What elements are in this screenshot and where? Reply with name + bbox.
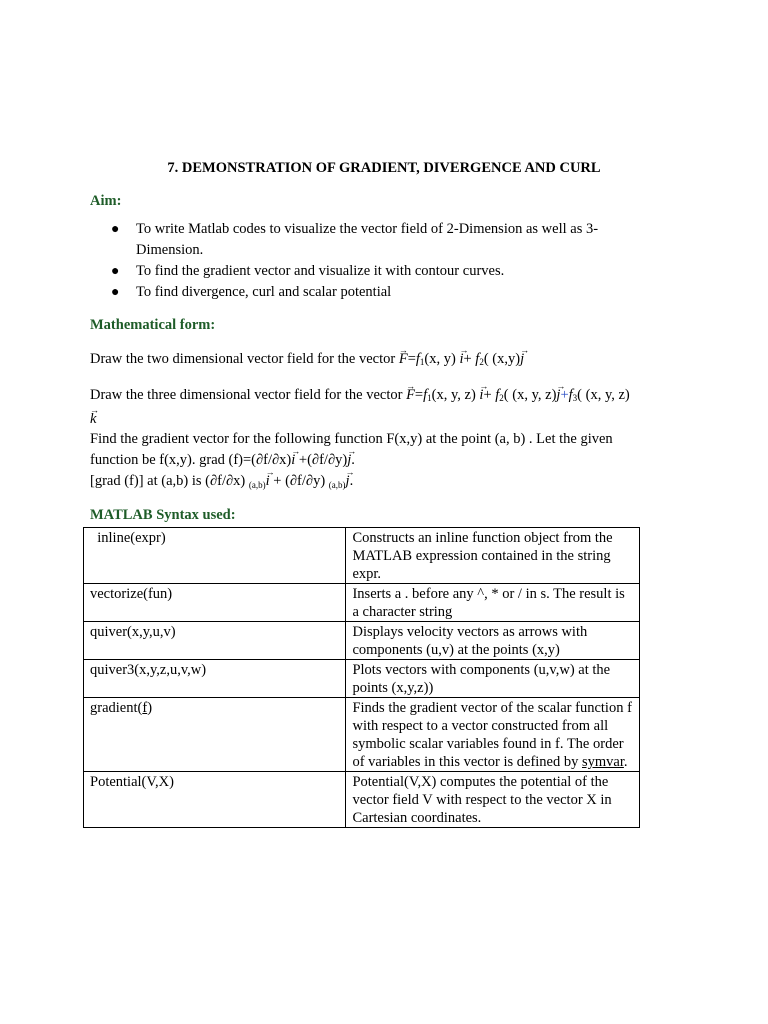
syntax-cell: inline(expr) bbox=[84, 528, 346, 584]
math-form-heading: Mathematical form: bbox=[90, 317, 216, 333]
bullet-icon: ● bbox=[111, 285, 120, 300]
symvar-link[interactable]: symvar bbox=[582, 754, 624, 770]
syntax-cell: gradient(f) bbox=[84, 698, 346, 772]
table-row bbox=[84, 660, 640, 698]
syntax-cell: Potential(V,X) bbox=[84, 772, 346, 828]
syntax-cell: vectorize(fun) bbox=[84, 584, 346, 622]
page-title: 7. DEMONSTRATION OF GRADIENT, DIVERGENCE AND CURL bbox=[167, 160, 601, 176]
aim-heading: Aim: bbox=[90, 193, 122, 209]
unit-vector-k: → k bbox=[90, 409, 96, 430]
syntax-cell: quiver3(x,y,z,u,v,w) bbox=[84, 660, 346, 698]
vector-F: → F bbox=[399, 349, 408, 370]
unit-vector-j: → j bbox=[520, 349, 524, 370]
aim-list bbox=[90, 219, 630, 303]
bullet-icon: ● bbox=[111, 222, 120, 237]
matlab-syntax-heading: MATLAB Syntax used: bbox=[90, 507, 236, 523]
syntax-cell: quiver(x,y,u,v) bbox=[84, 622, 346, 660]
matlab-syntax-table bbox=[83, 527, 640, 828]
list-item: ● To find the gradient vector and visualize it with contour curves. bbox=[90, 261, 630, 282]
description-cell: Constructs an inline function object from the MATLAB expression contained in the string expr. bbox=[346, 528, 640, 584]
description-cell: Displays velocity vectors as arrows with components (u,v) at the points (x,y) bbox=[346, 622, 640, 660]
table-row bbox=[84, 622, 640, 660]
two-dim-vector-line: Draw the two dimensional vector field for the vector → $F=f_1(x$, $y) \to i+ f_2$( (x,y)→ j bbox=[90, 349, 524, 373]
description-cell: Plots vectors with components (u,v,w) at the points (x,y,z)) bbox=[346, 660, 640, 698]
list-item: ● To find divergence, curl and scalar potential bbox=[90, 282, 630, 303]
description-cell: Finds the gradient vector of the scalar function f with respect to a vector constructed from all symbolic scalar variables found in f. The order of variables in this vector is defined by symvar. bbox=[346, 698, 640, 772]
table-row bbox=[84, 772, 640, 828]
unit-vector-i: → i bbox=[459, 349, 463, 370]
bullet-icon: ● bbox=[111, 264, 120, 279]
table-row bbox=[84, 584, 640, 622]
list-item: ● To write Matlab codes to visualize the vector field of 2-Dimension as well as 3-Dimension. bbox=[111, 221, 599, 258]
description-cell: Inserts a . before any ^, * or / in s. The result is a character string bbox=[346, 584, 640, 622]
table-row bbox=[84, 698, 640, 772]
gradient-description: Find the gradient vector for the following function F(x,y) at the point (a, b) . Let the given function be f(x,y). grad (f)=(∂f/∂x)→ i +(∂f/∂y)→ j. [grad (f)] at (a,b) is (∂f/∂x) $_{(a,b)}$→ i + (∂f/∂y) $_{(a,b)}$→ j. bbox=[90, 429, 690, 496]
description-cell: Potential(V,X) computes the potential of the vector field V with respect to the vector X in Cartesian coordinates. bbox=[346, 772, 640, 828]
table-row bbox=[84, 528, 640, 584]
three-dim-vector-line: Draw the three dimensional vector field for the vector → $F=f_1(x$, y, $z) \to i+ f_2$( (x, y, $z)\to j+f_3$( (x, y, z) → k bbox=[90, 385, 690, 430]
